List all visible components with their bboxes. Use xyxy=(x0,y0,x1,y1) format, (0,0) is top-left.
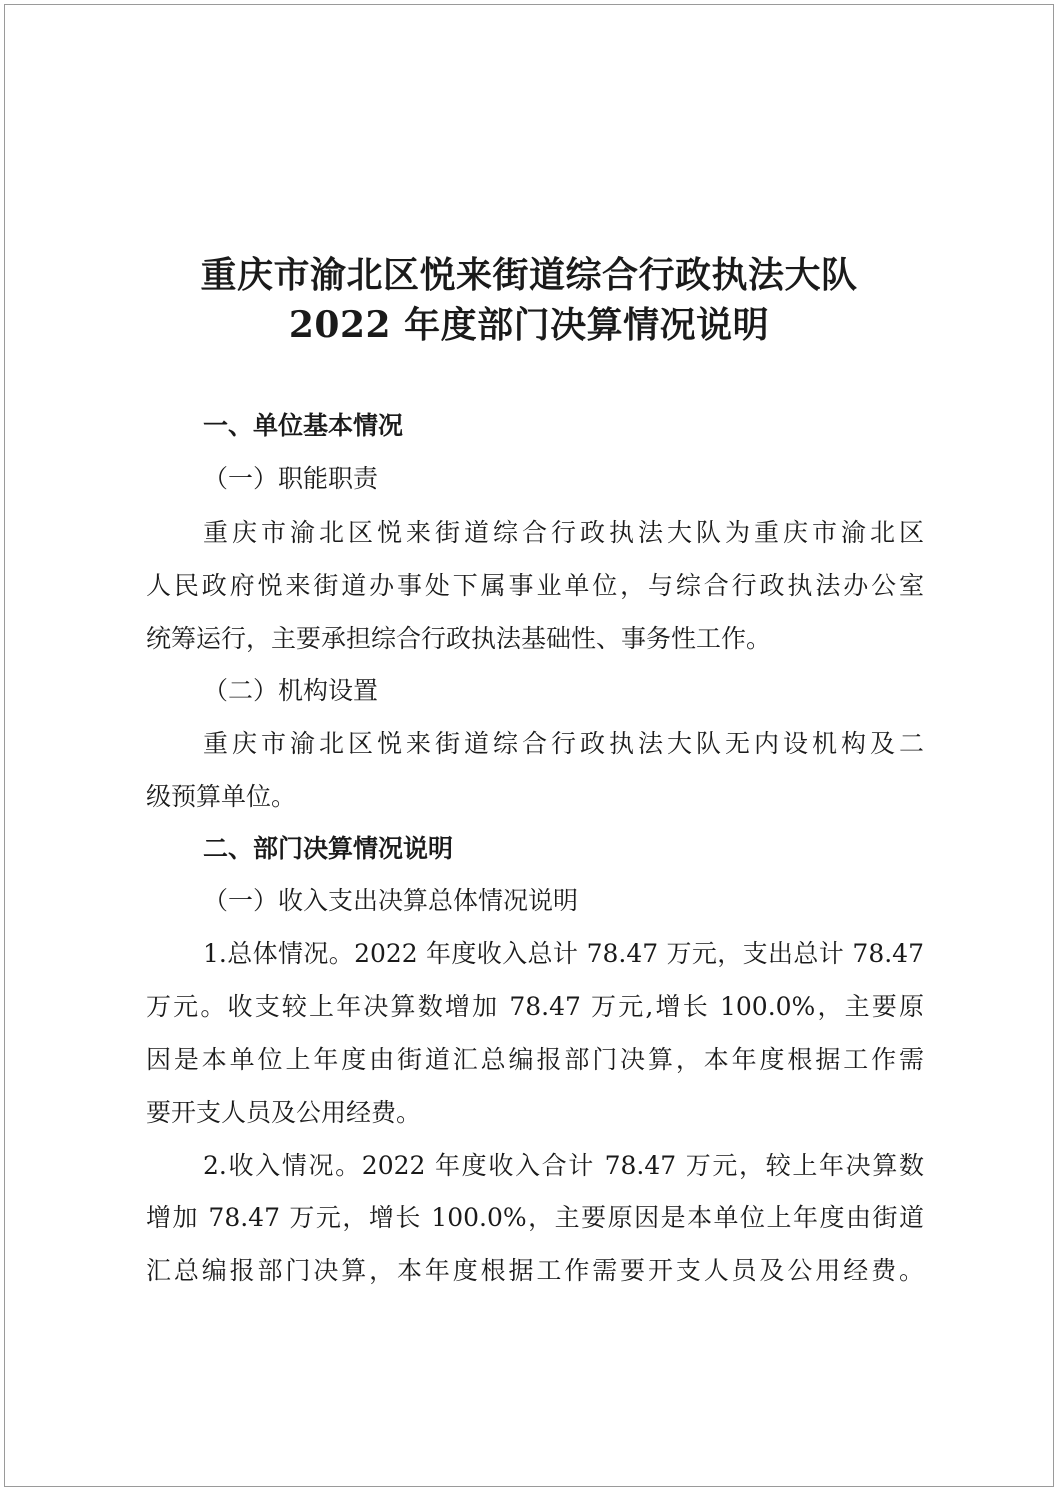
paragraph-line: 增加 78.47 万元，增长 100.0%，主要原因是本单位上年度由街道 xyxy=(146,1203,924,1232)
section-heading-1: 一、单位基本情况 xyxy=(203,411,404,440)
paragraph-line: 万元。收支较上年决算数增加 78.47 万元,增长 100.0%，主要原 xyxy=(146,992,924,1021)
subsection-heading-1-2: （二）机构设置 xyxy=(203,676,379,705)
section-heading-2: 二、部门决算情况说明 xyxy=(203,834,454,863)
paragraph-line: 统筹运行，主要承担综合行政执法基础性、事务性工作。 xyxy=(146,624,772,653)
document-title-line-1: 重庆市渝北区悦来街道综合行政执法大队 xyxy=(200,254,858,296)
subsection-heading-1-1: （一）职能职责 xyxy=(203,464,379,493)
document-page xyxy=(4,4,1054,1487)
paragraph-line: 级预算单位。 xyxy=(146,782,297,811)
paragraph-line: 2.收入情况。2022 年度收入合计 78.47 万元，较上年决算数 xyxy=(203,1151,924,1180)
paragraph-line: 1.总体情况。2022 年度收入总计 78.47 万元，支出总计 78.47 xyxy=(203,939,924,968)
paragraph-line: 人民政府悦来街道办事处下属事业单位，与综合行政执法办公室 xyxy=(146,571,924,600)
paragraph-line: 重庆市渝北区悦来街道综合行政执法大队无内设机构及二 xyxy=(203,729,924,758)
subsection-heading-2-1: （一）收入支出决算总体情况说明 xyxy=(203,886,579,915)
paragraph-line: 汇总编报部门决算，本年度根据工作需要开支人员及公用经费。 xyxy=(146,1256,924,1285)
paragraph-line: 因是本单位上年度由街道汇总编报部门决算，本年度根据工作需 xyxy=(146,1045,924,1074)
paragraph-line: 要开支人员及公用经费。 xyxy=(146,1098,422,1127)
paragraph-line: 重庆市渝北区悦来街道综合行政执法大队为重庆市渝北区 xyxy=(203,518,924,547)
document-title-line-2: 2022 年度部门决算情况说明 xyxy=(288,304,770,346)
